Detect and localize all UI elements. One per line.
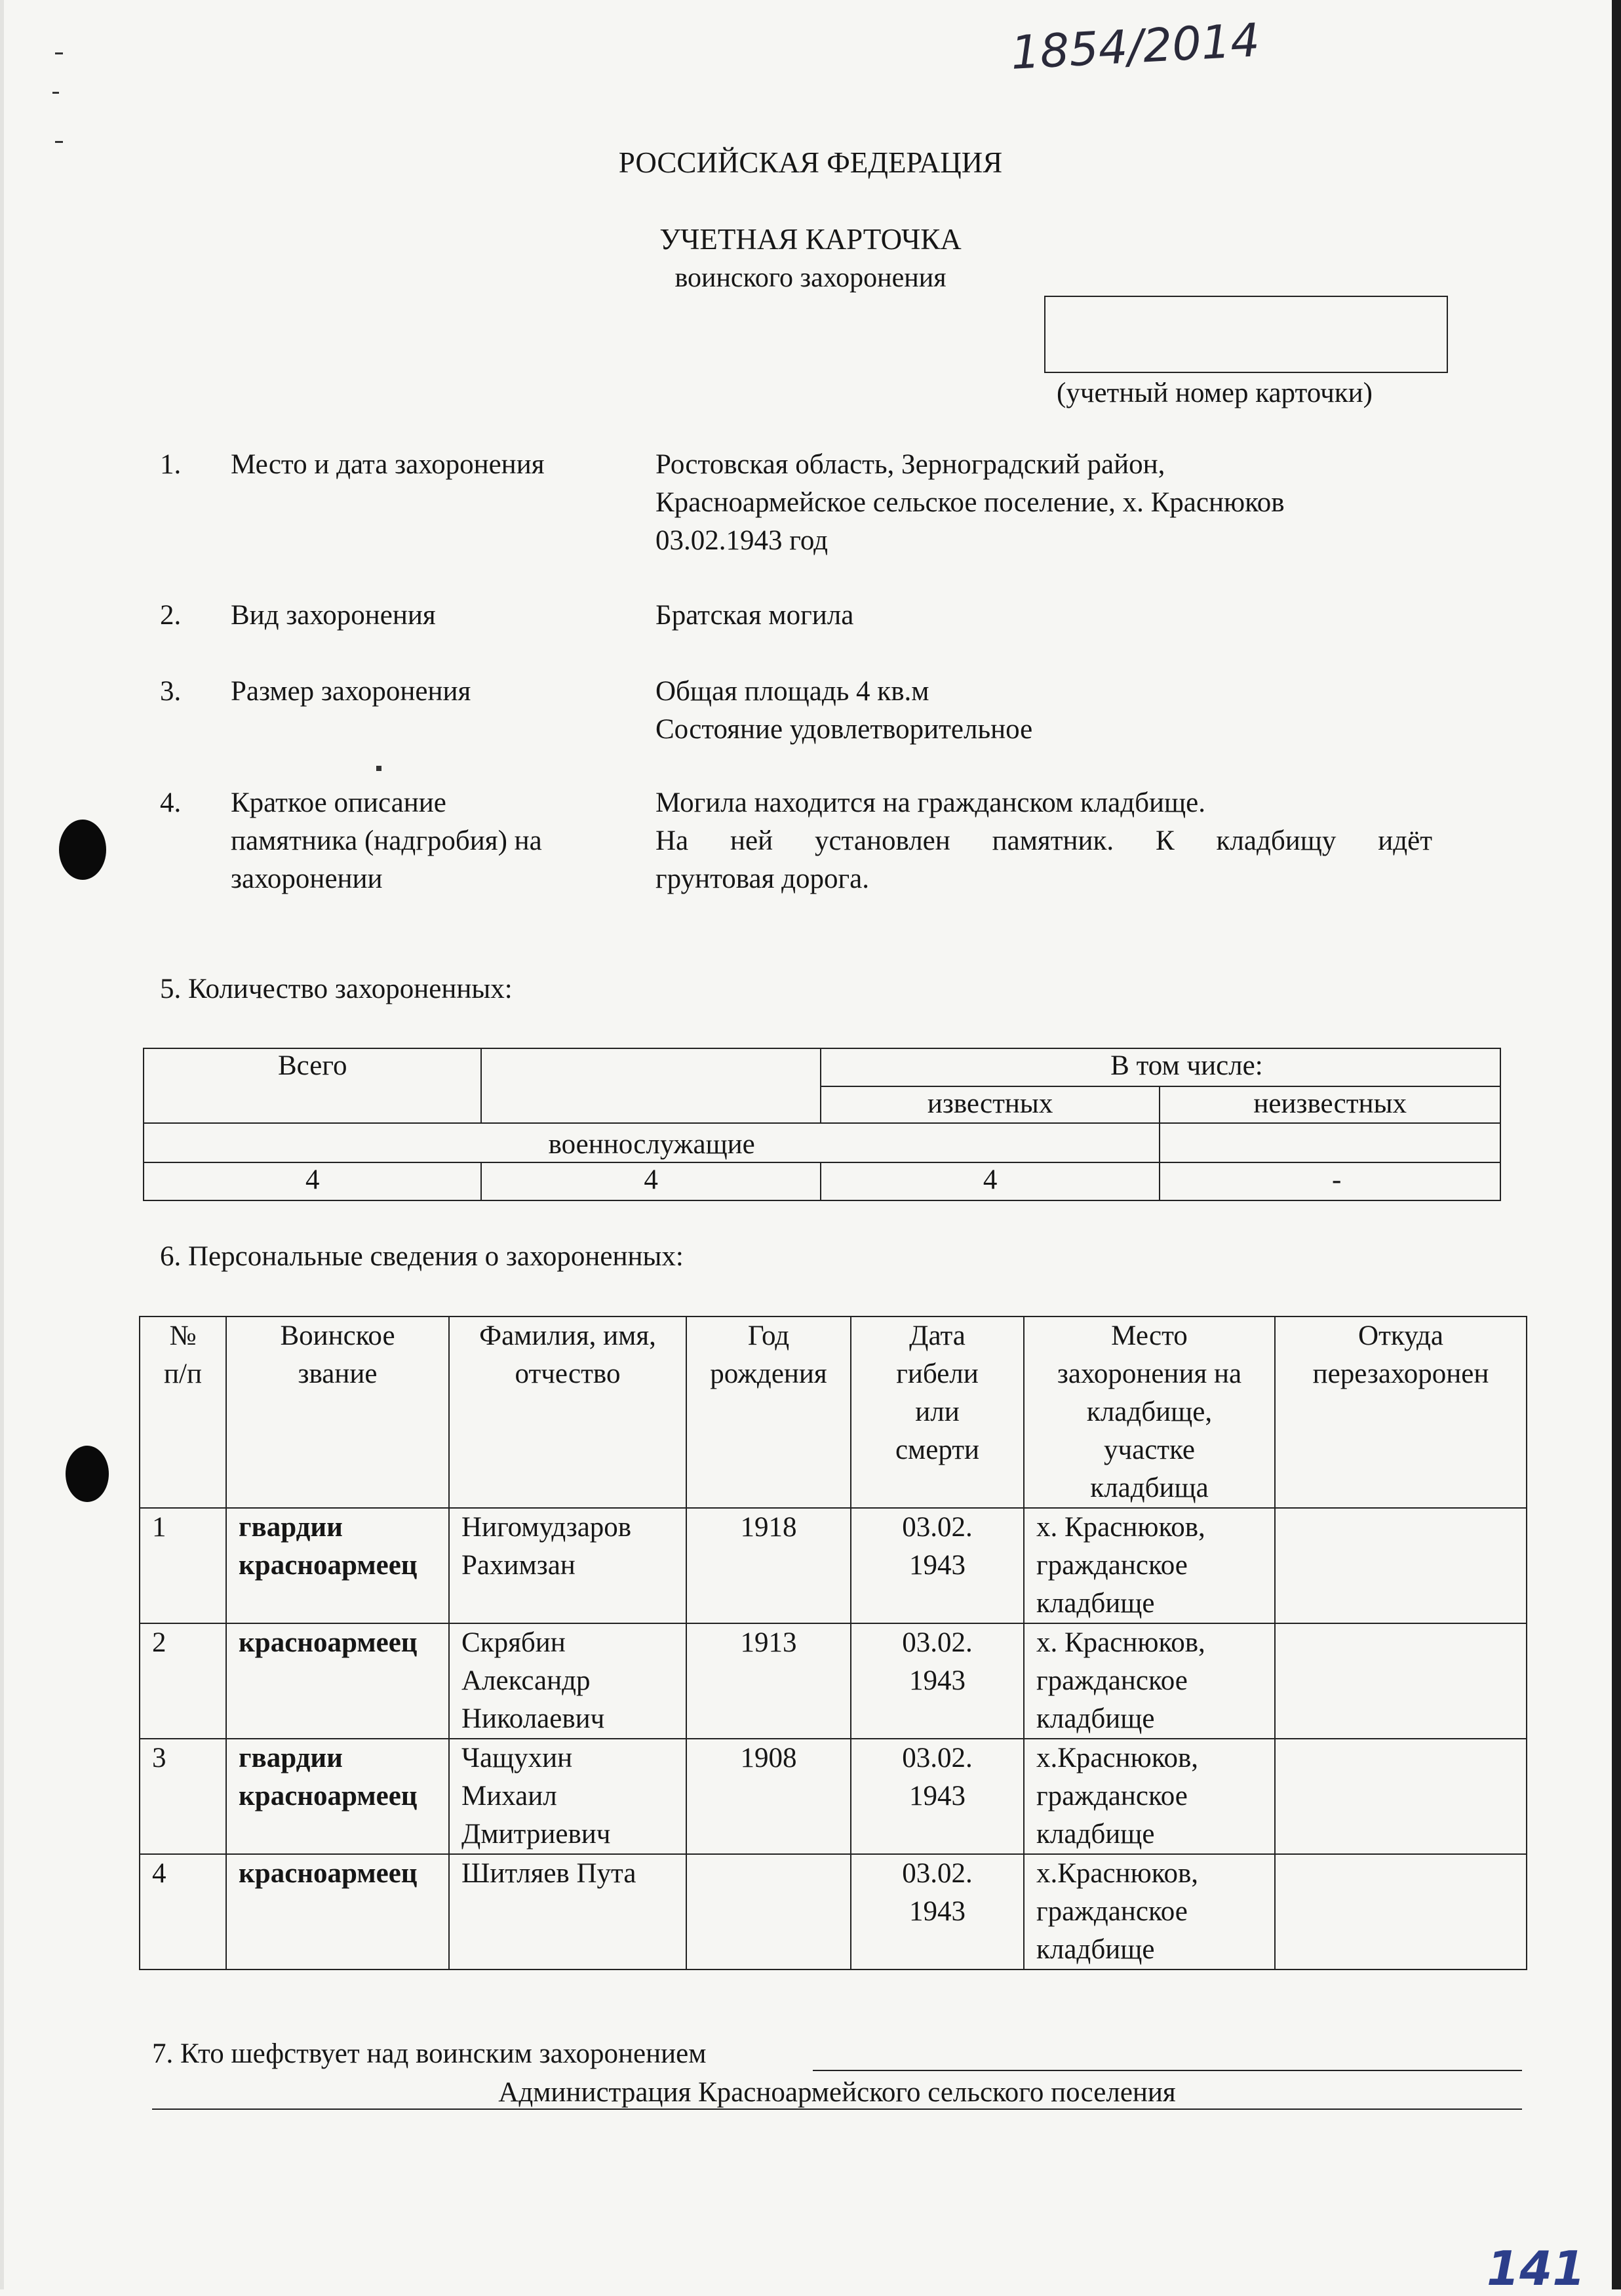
field-2-label: Вид захоронения bbox=[231, 600, 436, 631]
field-1-number: 1. bbox=[160, 449, 182, 480]
patron-underline-2 bbox=[152, 2108, 1522, 2110]
cell-reburied-from bbox=[1275, 1854, 1527, 1969]
header-reburied-from: Откуда перезахоронен bbox=[1275, 1316, 1527, 1508]
cell-birth-year bbox=[686, 1854, 851, 1969]
header-death-date: Дата гибели или смерти bbox=[851, 1316, 1024, 1508]
punch-hole bbox=[66, 1446, 109, 1502]
cell-number: 4 bbox=[140, 1854, 226, 1969]
col-blank-header bbox=[481, 1048, 820, 1123]
col-known-header: известных bbox=[821, 1086, 1160, 1123]
patron-underline-1 bbox=[813, 2070, 1522, 2071]
handwritten-page-number: 141 bbox=[1487, 2241, 1586, 2296]
section-7-heading: 7. Кто шефствует над воинским захоронением bbox=[152, 2038, 707, 2069]
cell-full-name: Чащухин Михаил Дмитриевич bbox=[449, 1739, 686, 1854]
table-row bbox=[140, 1508, 1527, 1623]
col-unknown-header: неизвестных bbox=[1160, 1086, 1500, 1123]
cell-reburied-from bbox=[1275, 1508, 1527, 1623]
row-servicemen-blank bbox=[1160, 1123, 1500, 1162]
field-2-number: 2. bbox=[160, 600, 182, 631]
cell-burial-place: х. Краснюков, гражданское кладбище bbox=[1024, 1623, 1275, 1739]
cell-birth-year: 1908 bbox=[686, 1739, 851, 1854]
cell-full-name: Скрябин Александр Николаевич bbox=[449, 1623, 686, 1739]
row-servicemen-label: военнослужащие bbox=[144, 1123, 1160, 1162]
cell-birth-year: 1913 bbox=[686, 1623, 851, 1739]
cell-death-date: 03.02. 1943 bbox=[851, 1508, 1024, 1623]
cell-rank: красноармеец bbox=[226, 1854, 449, 1969]
cell-death-date: 03.02. 1943 bbox=[851, 1739, 1024, 1854]
field-4-number: 4. bbox=[160, 787, 182, 818]
section-6-heading: 6. Персональные сведения о захороненных: bbox=[160, 1241, 684, 1272]
cell-birth-year: 1918 bbox=[686, 1508, 851, 1623]
value-unknown: - bbox=[1160, 1162, 1500, 1200]
header-number: № п/п bbox=[140, 1316, 226, 1508]
col-total-header: Всего bbox=[144, 1048, 481, 1123]
table-row bbox=[140, 1739, 1527, 1854]
cell-rank: красноармеец bbox=[226, 1623, 449, 1739]
cell-number: 2 bbox=[140, 1623, 226, 1739]
scan-edge bbox=[1612, 0, 1621, 2289]
col-including-header: В том числе: bbox=[821, 1048, 1500, 1086]
cell-full-name: Шитляев Пута bbox=[449, 1854, 686, 1969]
personal-data-table bbox=[139, 1316, 1527, 1970]
cell-burial-place: х.Краснюков, гражданское кладбище bbox=[1024, 1739, 1275, 1854]
value-servicemen: 4 bbox=[481, 1162, 820, 1200]
cell-death-date: 03.02. 1943 bbox=[851, 1623, 1024, 1739]
cell-reburied-from bbox=[1275, 1739, 1527, 1854]
field-3-label: Размер захоронения bbox=[231, 676, 471, 707]
table-row bbox=[140, 1854, 1527, 1969]
field-4-value: Могила находится на гражданском кладбище. На ней установлен памятник. К кладбищу идёт грунтовая дорога. bbox=[655, 787, 1432, 894]
cell-full-name: Нигомудзаров Рахимзан bbox=[449, 1508, 686, 1623]
table-row bbox=[140, 1623, 1527, 1739]
section-5-heading: 5. Количество захороненных: bbox=[160, 974, 513, 1004]
value-known: 4 bbox=[821, 1162, 1160, 1200]
field-1-label: Место и дата захоронения bbox=[231, 449, 545, 480]
header-burial-place: Место захоронения на кладбище, участке кладбища bbox=[1024, 1316, 1275, 1508]
document-title: УЧЕТНАЯ КАРТОЧКА bbox=[659, 223, 962, 256]
handwritten-reference: 1854/2014 bbox=[1009, 13, 1261, 80]
cell-rank: гвардии красноармеец bbox=[226, 1508, 449, 1623]
field-1-value: Ростовская область, Зерноградский район, Красноармейское сельское поселение, х. Краснюков 03.02.1943 год bbox=[655, 449, 1285, 556]
cell-reburied-from bbox=[1275, 1623, 1527, 1739]
cell-death-date: 03.02. 1943 bbox=[851, 1854, 1024, 1969]
cell-burial-place: х. Краснюков, гражданское кладбище bbox=[1024, 1508, 1275, 1623]
cell-number: 3 bbox=[140, 1739, 226, 1854]
header-full-name: Фамилия, имя, отчество bbox=[449, 1316, 686, 1508]
punch-hole bbox=[59, 820, 106, 880]
field-3-number: 3. bbox=[160, 676, 182, 707]
document-subtitle: воинского захоронения bbox=[674, 263, 947, 293]
field-3-value: Общая площадь 4 кв.м Состояние удовлетворительное bbox=[655, 676, 1033, 745]
header-birth-year: Год рождения bbox=[686, 1316, 851, 1508]
cell-burial-place: х.Краснюков, гражданское кладбище bbox=[1024, 1854, 1275, 1969]
cell-number: 1 bbox=[140, 1508, 226, 1623]
cell-rank: гвардии красноармеец bbox=[226, 1739, 449, 1854]
country-title: РОССИЙСКАЯ ФЕДЕРАЦИЯ bbox=[618, 146, 1003, 179]
patron-value: Администрация Красноармейского сельского поселения bbox=[498, 2077, 1176, 2108]
header-rank: Воинское звание bbox=[226, 1316, 449, 1508]
value-total: 4 bbox=[144, 1162, 481, 1200]
burial-count-table bbox=[143, 1048, 1501, 1201]
card-number-caption: (учетный номер карточки) bbox=[1057, 378, 1373, 408]
field-2-value: Братская могила bbox=[655, 600, 854, 631]
card-number-box bbox=[1044, 296, 1448, 373]
field-4-label: Краткое описание памятника (надгробия) на захоронении bbox=[231, 787, 542, 894]
